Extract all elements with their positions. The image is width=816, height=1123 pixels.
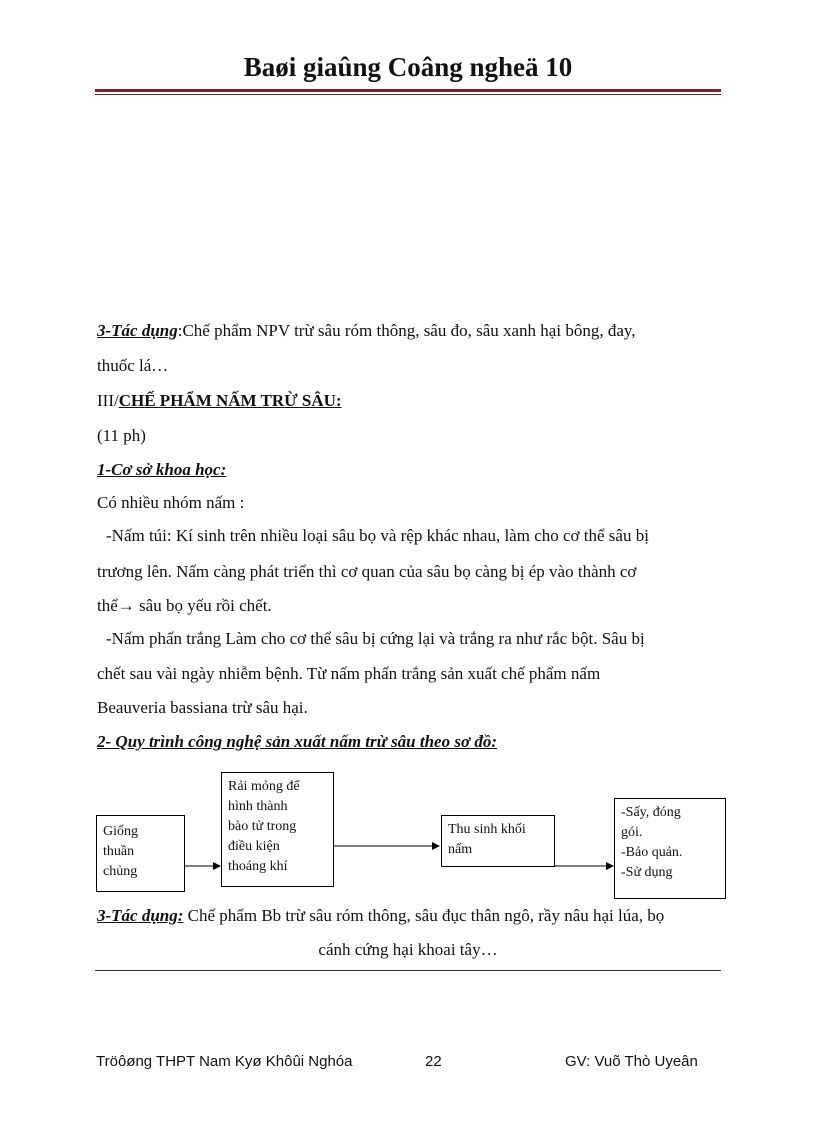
paragraph-text: Beauveria bassiana trừ sâu hại. xyxy=(97,698,308,717)
flow-box-spread xyxy=(221,772,334,887)
time-note: (11 ph) xyxy=(97,426,146,445)
page-title: Baøi giaûng Coâng ngheä 10 xyxy=(243,52,573,82)
flow-box-text: -Sấy, đóng xyxy=(621,805,681,820)
flow-box-text: Thu sinh khối xyxy=(448,822,526,837)
flow-box-text: -Bảo quản. xyxy=(621,845,683,860)
flow-box-text: Rải mỏng để xyxy=(228,779,300,794)
paragraph-text: cánh cứng hại khoai tây… xyxy=(318,940,498,959)
paragraph-text: thuốc lá… xyxy=(97,356,169,375)
flow-box-text: thuần xyxy=(103,844,135,859)
page-number: 22 xyxy=(425,1053,442,1070)
flow-box-text: chủng xyxy=(103,864,138,879)
section-label: 2- Quy trình công nghệ sản xuất nấm trừ sâu theo sơ đồ: xyxy=(97,732,498,751)
flow-box-text: Giống xyxy=(103,824,138,839)
content-end-rule xyxy=(95,970,721,971)
flow-box-text: nấm xyxy=(448,842,473,857)
paragraph-text: -Nấm túi: Kí sinh trên nhiều loại sâu bọ và rệp khác nhau, làm cho cơ thể sâu bị xyxy=(106,526,649,545)
section-label: 3-Tác dụng xyxy=(97,321,178,340)
paragraph-text: Chế phẩm Bb trừ sâu róm thông, sâu đục thân ngô, rầy nâu hại lúa, bọ xyxy=(183,906,665,925)
flow-box-text: -Sử dụng xyxy=(621,865,673,880)
heading-text: CHẾ PHẨM NẤM TRỪ SÂU: xyxy=(118,391,342,410)
paragraph-text: trương lên. Nấm càng phát triển thì cơ quan của sâu bọ càng bị ép vào thành cơ xyxy=(97,562,637,581)
flow-box-source xyxy=(96,815,185,892)
footer-teacher: GV: Vuõ Thò Uyeân xyxy=(565,1053,698,1070)
roman-numeral: III/ xyxy=(97,391,119,410)
arrow-right-icon: → xyxy=(117,596,135,615)
effect-bb-line xyxy=(97,906,664,926)
text-span: thể xyxy=(97,596,118,615)
flow-box-text: thoáng khí xyxy=(228,859,288,874)
paragraph-text: chết sau vài ngày nhiễm bệnh. Từ nấm phấn trắng sản xuất chế phẩm nấm xyxy=(97,664,601,683)
flow-box-text: hình thành xyxy=(228,799,288,814)
footer-school: Tröôøng THPT Nam Kyø Khôûi Nghóa xyxy=(96,1053,353,1070)
flow-box-text: điều kiện xyxy=(228,839,280,854)
flow-box-text: bào tử trong xyxy=(228,819,297,834)
flow-box-finish xyxy=(614,798,726,899)
text-span: sâu bọ yếu rồi chết. xyxy=(134,596,272,615)
paragraph-text: Có nhiều nhóm nấm : xyxy=(97,493,245,512)
section-label: 1-Cơ sở khoa học: xyxy=(97,460,227,479)
flow-box-harvest xyxy=(441,815,555,867)
flow-box-text: gói. xyxy=(621,825,643,840)
paragraph-text: -Nấm phấn trắng Làm cho cơ thể sâu bị cứng lại và trắng ra như rắc bột. Sâu bị xyxy=(106,629,645,648)
section-label: 3-Tác dụng: xyxy=(97,906,184,925)
paragraph-text: :Chế phẩm NPV trừ sâu róm thông, sâu đo, sâu xanh hại bông, đay, xyxy=(177,321,636,340)
